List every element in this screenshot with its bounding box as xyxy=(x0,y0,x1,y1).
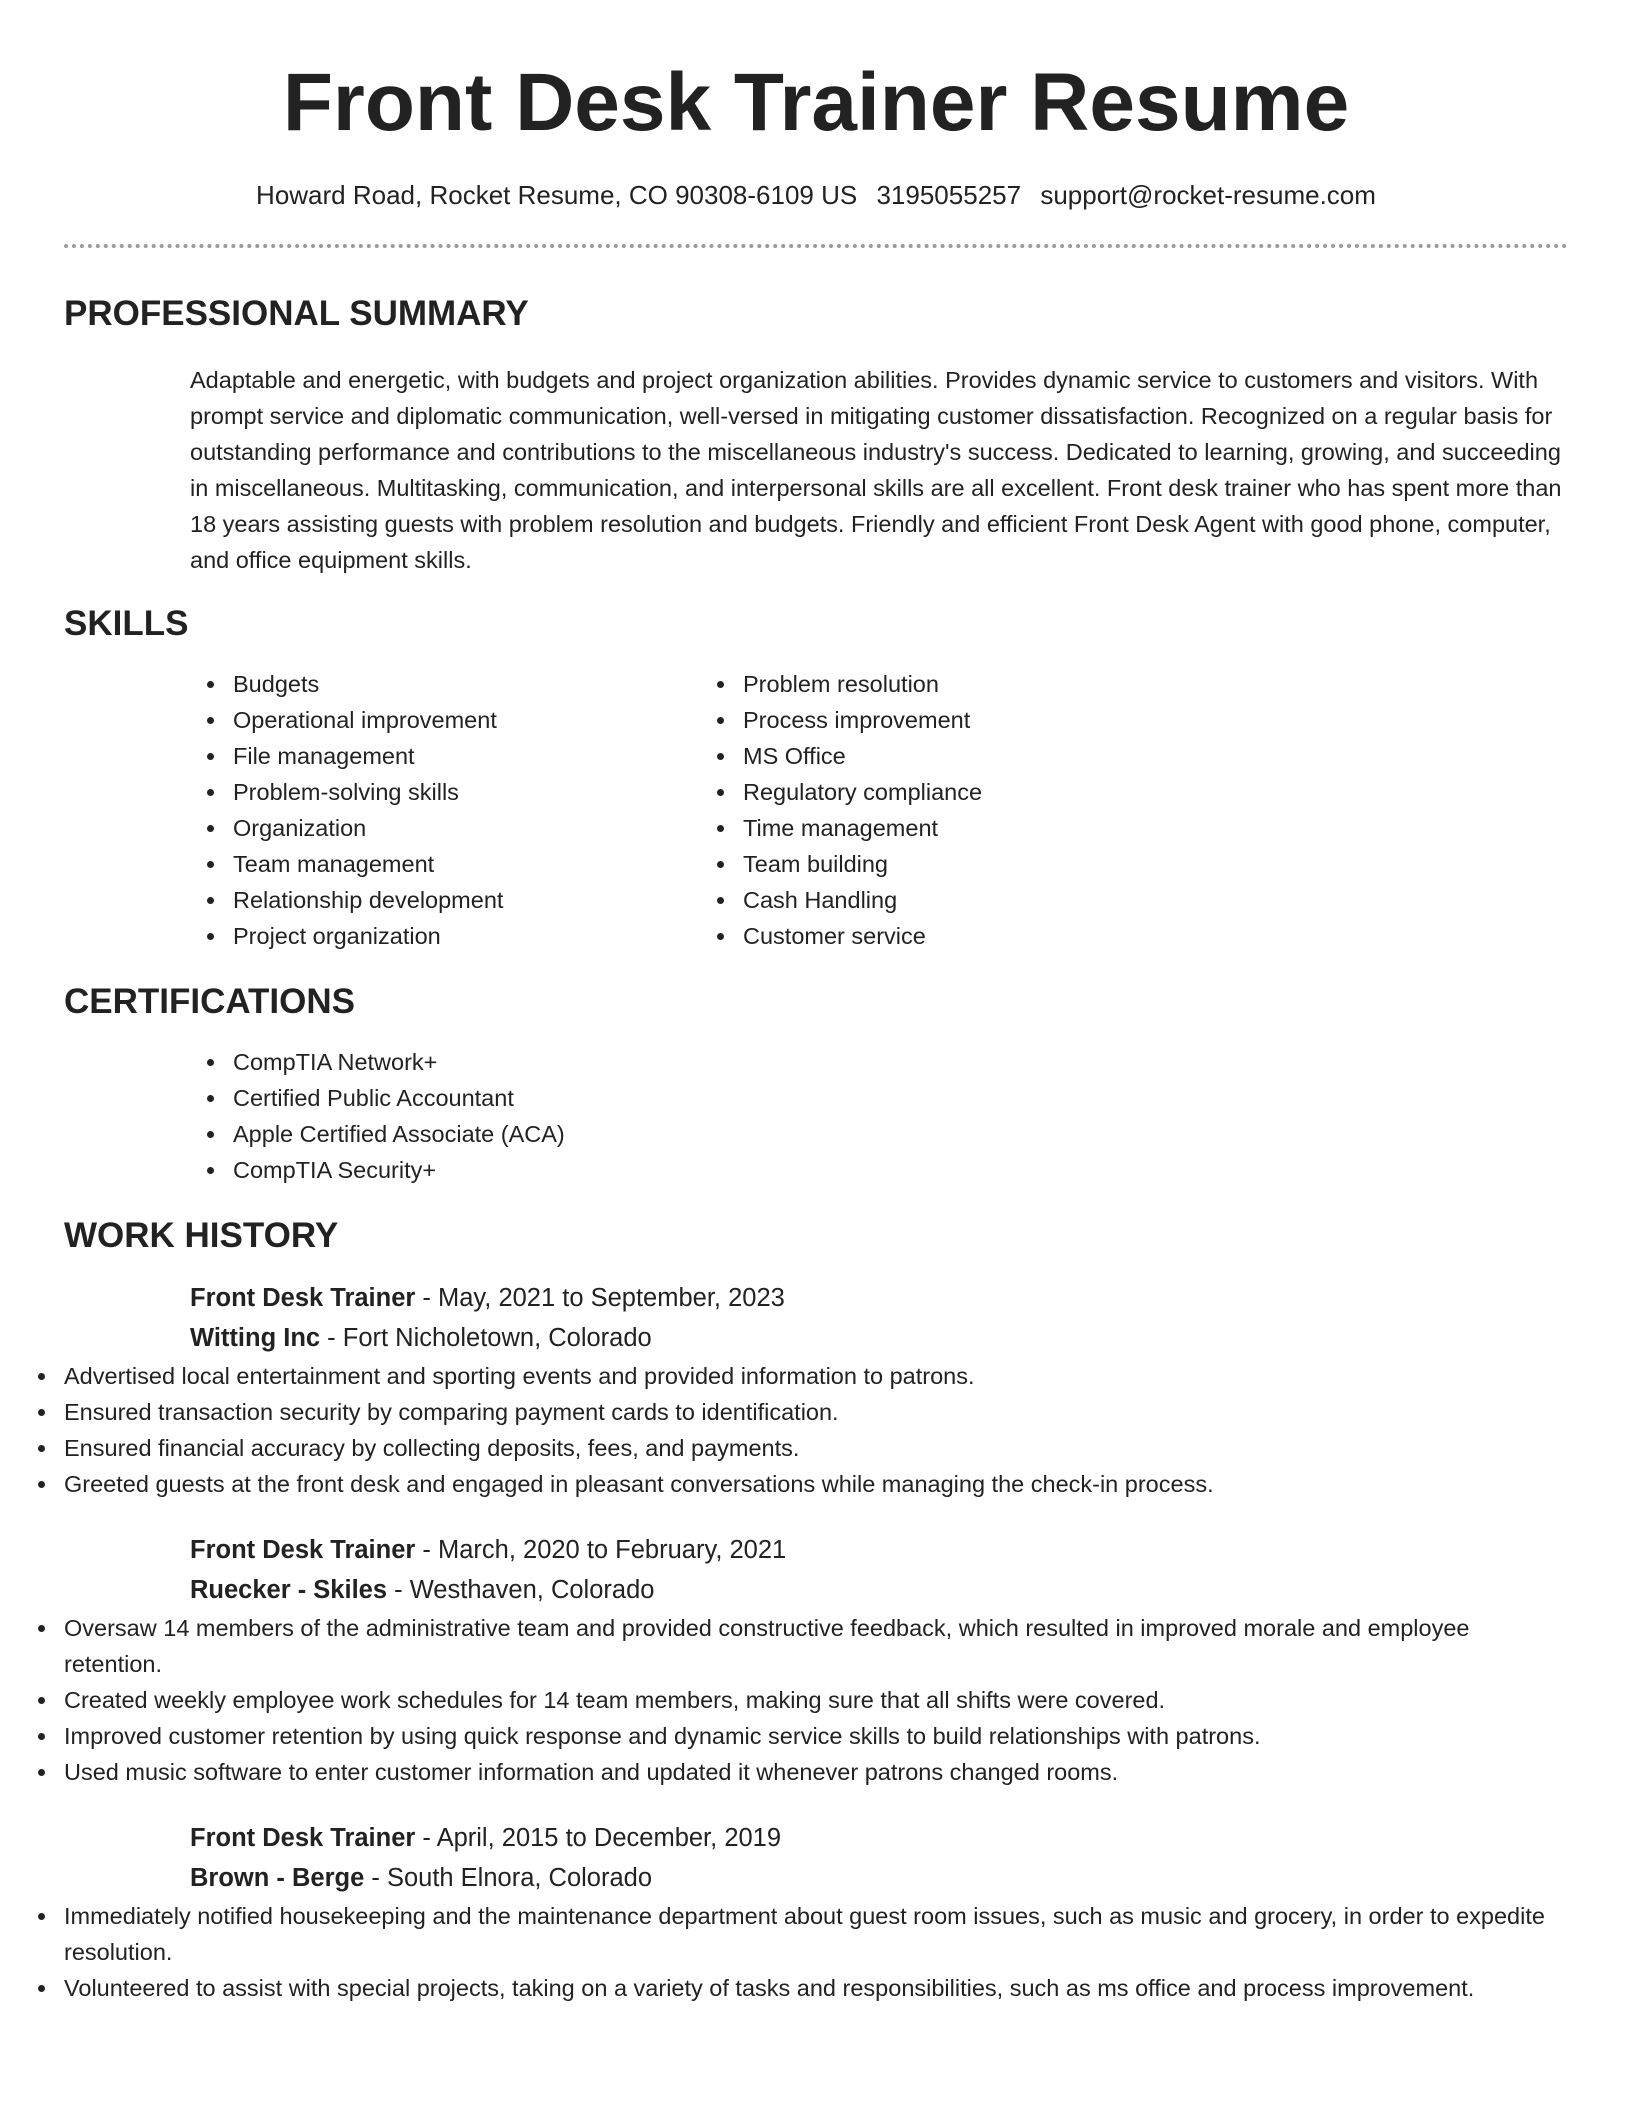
certifications-list xyxy=(233,1044,1568,1188)
job-company-line xyxy=(190,1318,1568,1358)
list-item: Customer service xyxy=(743,918,1343,954)
contact-phone: 3195055257 xyxy=(876,180,1022,210)
list-item: Team management xyxy=(233,846,743,882)
list-item: Project organization xyxy=(233,918,743,954)
list-item: CompTIA Network+ xyxy=(233,1044,1568,1080)
job-role: Front Desk Trainer xyxy=(190,1824,416,1852)
list-item: Ensured transaction security by comparing payment cards to identification. xyxy=(64,1394,1568,1430)
job-company: Brown - Berge xyxy=(190,1864,365,1892)
professional-summary-section xyxy=(64,292,1568,578)
list-item: Volunteered to assist with special projects, taking on a variety of tasks and responsibilities, such as ms office and process improvement. xyxy=(64,1970,1568,2006)
job-title-line xyxy=(190,1530,1568,1570)
job-location: - Fort Nicholetown, Colorado xyxy=(320,1324,652,1352)
skills-list-left xyxy=(64,666,743,954)
job-bullets xyxy=(64,1898,1568,2006)
job-company-line xyxy=(190,1570,1568,1610)
job-entry xyxy=(64,1278,1568,1502)
list-item: File management xyxy=(233,738,743,774)
list-item: Problem resolution xyxy=(743,666,1343,702)
work-history-section xyxy=(64,1214,1568,2006)
job-title-line xyxy=(190,1278,1568,1318)
list-item: CompTIA Security+ xyxy=(233,1152,1568,1188)
job-role: Front Desk Trainer xyxy=(190,1284,416,1312)
certifications-section xyxy=(64,980,1568,1188)
list-item: Ensured financial accuracy by collecting deposits, fees, and payments. xyxy=(64,1430,1568,1466)
list-item: Oversaw 14 members of the administrative team and provided constructive feedback, which resulted in improved morale and employee retention. xyxy=(64,1610,1568,1682)
job-company: Witting Inc xyxy=(190,1324,321,1352)
section-heading-summary: PROFESSIONAL SUMMARY xyxy=(64,294,529,333)
list-item: Team building xyxy=(743,846,1343,882)
resume-page xyxy=(64,0,1568,2006)
list-item: Time management xyxy=(743,810,1343,846)
list-item: Greeted guests at the front desk and engaged in pleasant conversations while managing the check-in process. xyxy=(64,1466,1568,1502)
header-divider xyxy=(64,244,1568,248)
contact-email: support@rocket-resume.com xyxy=(1040,180,1376,210)
job-dates: - March, 2020 to February, 2021 xyxy=(415,1536,787,1564)
job-company-line xyxy=(190,1858,1568,1898)
job-bullets xyxy=(64,1358,1568,1502)
list-item: Relationship development xyxy=(233,882,743,918)
list-item: Immediately notified housekeeping and the maintenance department about guest room issues, such as music and grocery, in order to expedite resolution. xyxy=(64,1898,1568,1970)
list-item: MS Office xyxy=(743,738,1343,774)
section-heading-work-history: WORK HISTORY xyxy=(64,1216,339,1255)
skills-list-right xyxy=(743,666,1343,954)
list-item: Organization xyxy=(233,810,743,846)
job-dates: - April, 2015 to December, 2019 xyxy=(415,1824,782,1852)
job-location: - Westhaven, Colorado xyxy=(387,1576,655,1604)
contact-line xyxy=(64,178,1568,212)
list-item: Cash Handling xyxy=(743,882,1343,918)
job-bullets xyxy=(64,1610,1568,1790)
job-title-line xyxy=(190,1818,1568,1858)
job-company: Ruecker - Skiles xyxy=(190,1576,388,1604)
section-heading-certifications: CERTIFICATIONS xyxy=(64,982,356,1021)
list-item: Improved customer retention by using quick response and dynamic service skills to build relationships with patrons. xyxy=(64,1718,1568,1754)
job-dates: - May, 2021 to September, 2023 xyxy=(415,1284,785,1312)
list-item: Problem-solving skills xyxy=(233,774,743,810)
skills-section xyxy=(64,602,1568,954)
job-entry xyxy=(64,1530,1568,1790)
list-item: Operational improvement xyxy=(233,702,743,738)
job-role: Front Desk Trainer xyxy=(190,1536,416,1564)
list-item: Advertised local entertainment and sporting events and provided information to patrons. xyxy=(64,1358,1568,1394)
resume-title: Front Desk Trainer Resume xyxy=(282,57,1350,148)
list-item: Created weekly employee work schedules for 14 team members, making sure that all shifts were covered. xyxy=(64,1682,1568,1718)
contact-address: Howard Road, Rocket Resume, CO 90308-6109 US xyxy=(256,180,858,210)
job-location: - South Elnora, Colorado xyxy=(364,1864,653,1892)
section-heading-skills: SKILLS xyxy=(64,604,189,643)
list-item: Apple Certified Associate (ACA) xyxy=(233,1116,1568,1152)
list-item: Budgets xyxy=(233,666,743,702)
list-item: Certified Public Accountant xyxy=(233,1080,1568,1116)
summary-text: Adaptable and energetic, with budgets and project organization abilities. Provides dynamic service to customers and visitors. With prompt service and diplomatic communication, well-versed in mitigating customer dissatisfaction. Recognized on a regular basis for outstanding performance and contributions to the miscellaneous industry's success. Dedicated to learning, growing, and succeeding in miscellaneous. Multitasking, communication, and interpersonal skills are all excellent. Front desk trainer who has spent more than 18 years assisting guests with problem resolution and budgets. Friendly and efficient Front Desk Agent with good phone, computer, and office equipment skills. xyxy=(190,367,1562,573)
list-item: Used music software to enter customer information and updated it whenever patrons changed rooms. xyxy=(64,1754,1568,1790)
skills-columns xyxy=(64,666,1568,954)
job-entry xyxy=(64,1818,1568,2006)
list-item: Process improvement xyxy=(743,702,1343,738)
list-item: Regulatory compliance xyxy=(743,774,1343,810)
